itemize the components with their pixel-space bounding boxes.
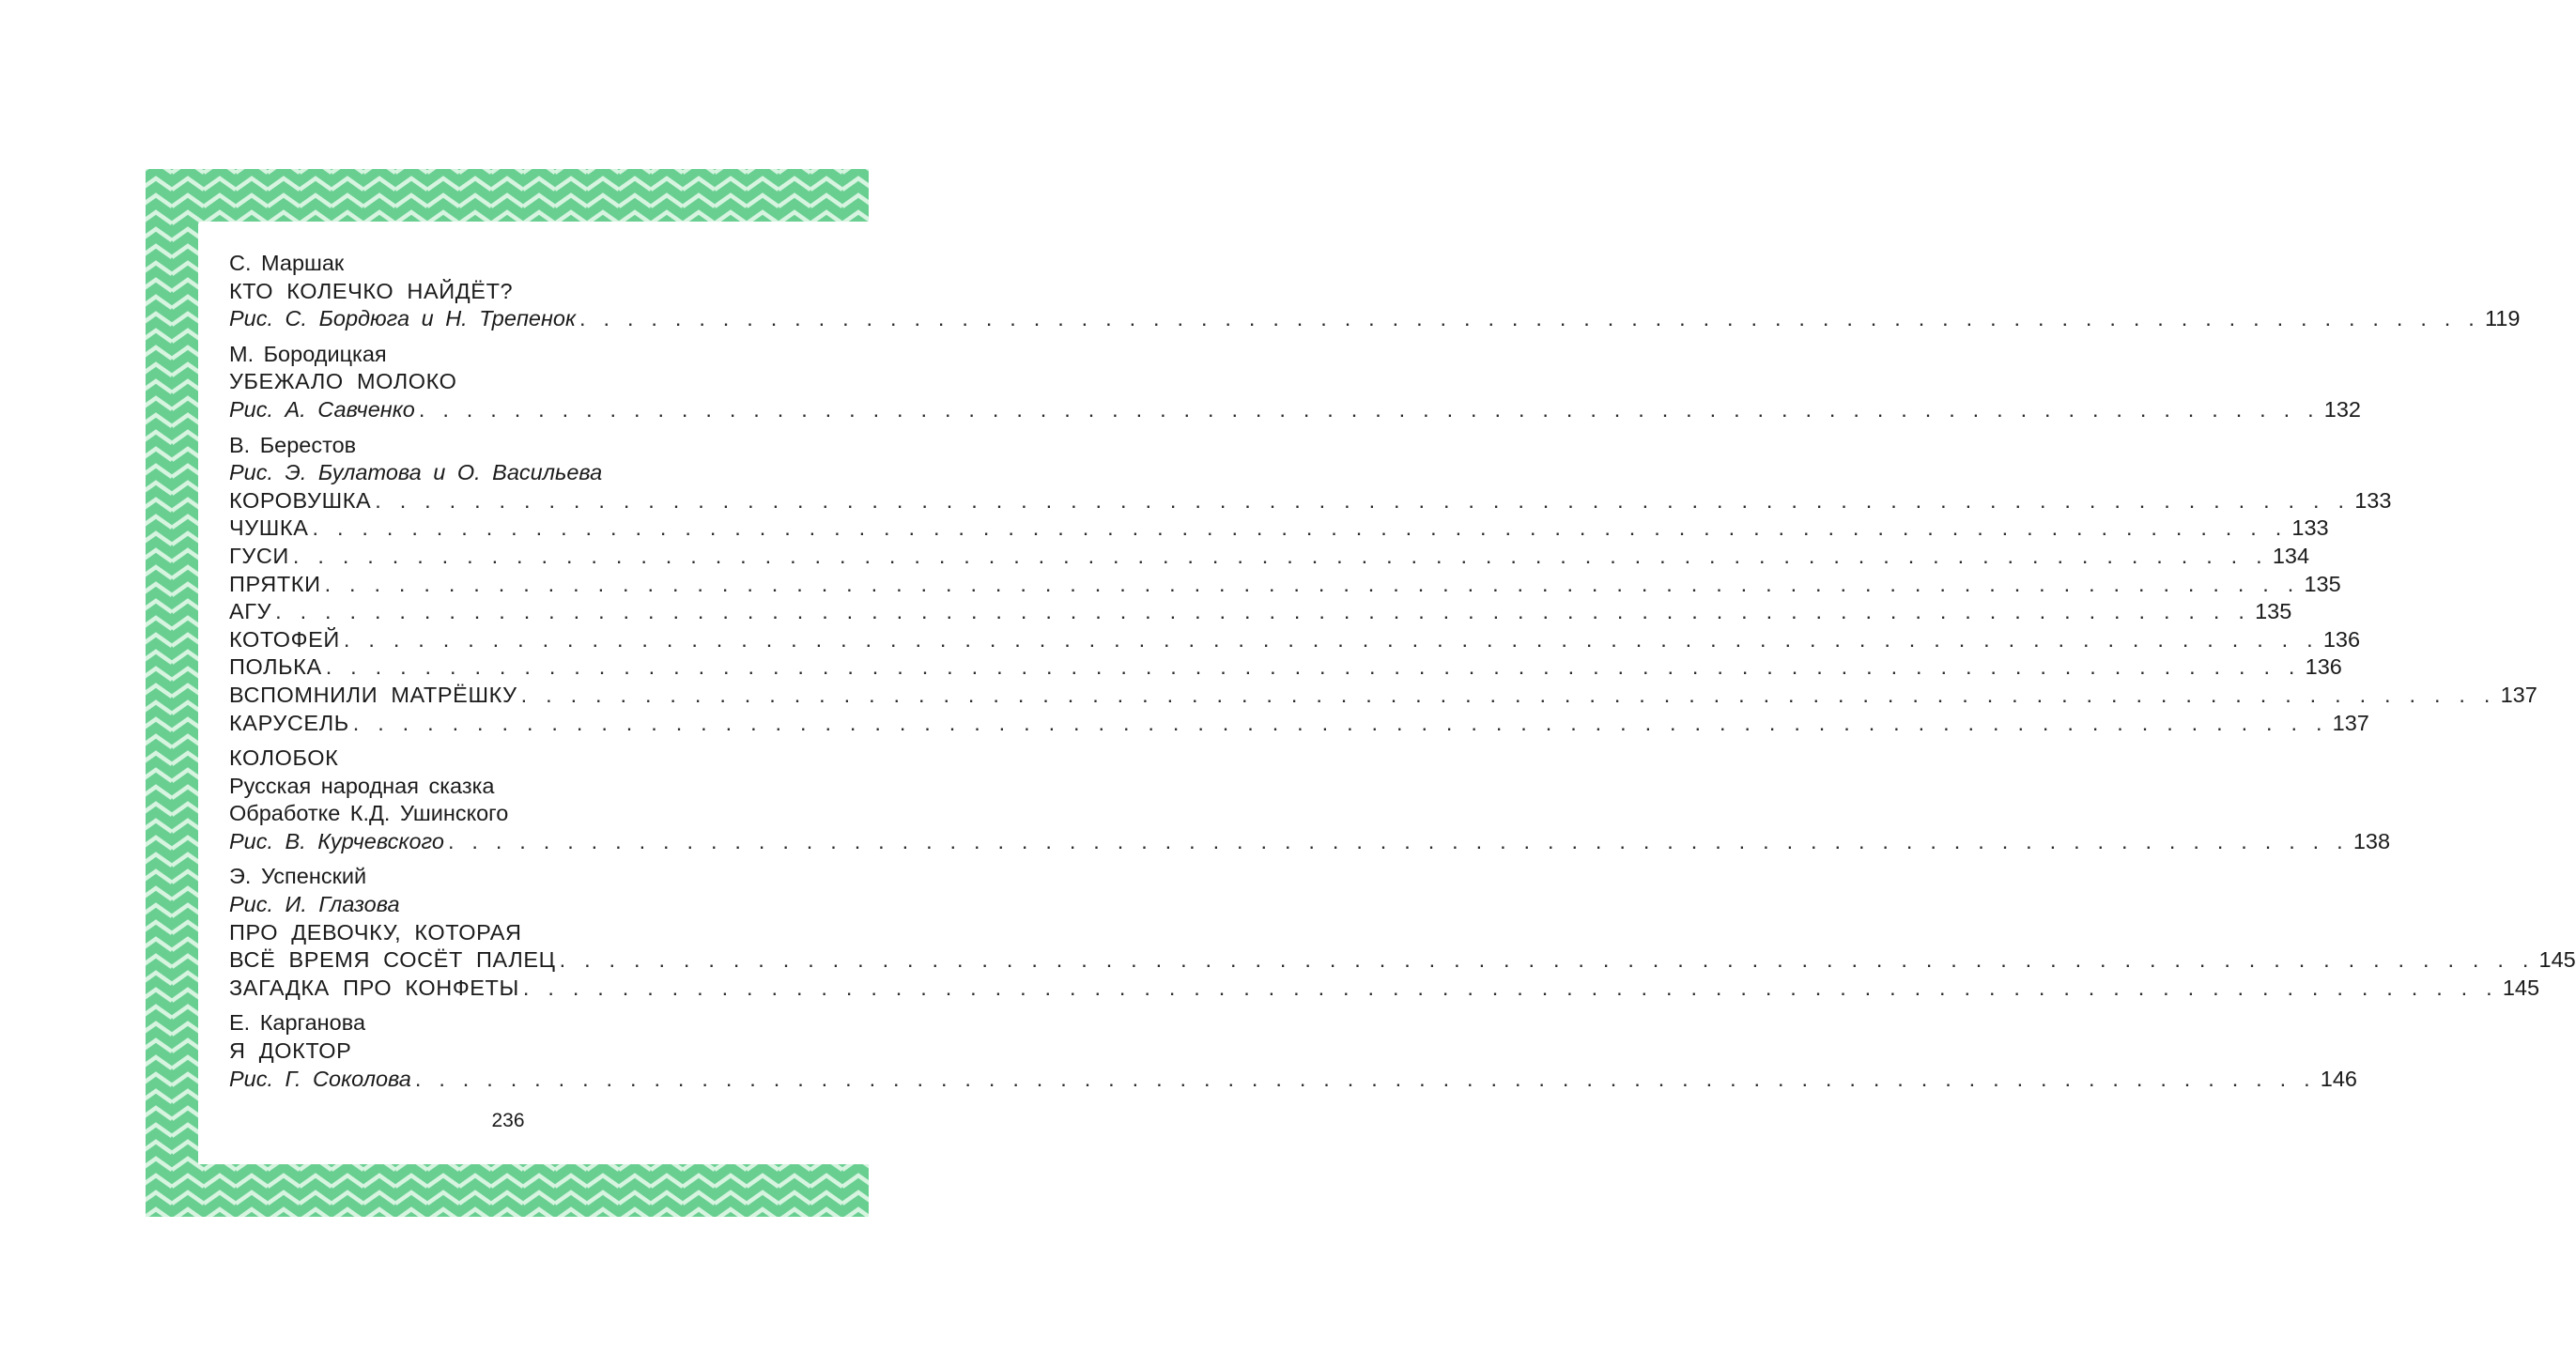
page-ref: 145: [2538, 947, 2576, 973]
toc-row: [229, 571, 2341, 599]
page-ref: 146: [2320, 1066, 2358, 1091]
dot-leader: . . . . . . . . . . . . . . . . . . . . . . . . . . . . . . . . . . . . . . . . . . . . . . . . . . . . . . . . . . . . . . . . . . . . . . . . . . . . . . . .: [352, 710, 2325, 735]
story-subtitle: Русская народная сказка: [229, 773, 495, 798]
poem-title: КОРОВУШКА: [229, 487, 372, 513]
poem-title: ПРЯТКИ: [229, 571, 321, 596]
page-ref: 132: [2323, 396, 2362, 422]
toc-row: [229, 653, 2342, 682]
dot-leader: . . . . . . . . . . . . . . . . . . . . . . . . . . . . . . . . . . . . . . . . . . . . . . . . . . . . . . . . . . . . . . . . . . . . . . . . . . . . . . . .: [447, 828, 2346, 853]
dot-leader: . . . . . . . . . . . . . . . . . . . . . . . . . . . . . . . . . . . . . . . . . . . . . . . . . . . . . . . . . . . . . . . . . . . . . . . . . . . . . . . .: [312, 515, 2285, 541]
story-title: ЗАГАДКА ПРО КОНФЕТЫ: [229, 975, 519, 1000]
page-ref: 136: [2305, 654, 2342, 680]
poem-title: ВСПОМНИЛИ МАТРЁШКУ: [229, 682, 517, 707]
illustrator-credit: Рис. Э. Булатова и О. Васильева: [229, 460, 603, 485]
story-title: УБЕЖАЛО МОЛОКО: [229, 369, 457, 394]
dot-leader: . . . . . . . . . . . . . . . . . . . . . . . . . . . . . . . . . . . . . . . . . . . . . . . . . . . . . . . . . . . . . . . . . . . . . . . . . . . . . . . .: [324, 571, 2297, 596]
poem-title: КАРУСЕЛЬ: [229, 710, 349, 735]
content-panel: [198, 222, 2576, 1164]
page-ref: 134: [2272, 543, 2310, 568]
dot-leader: . . . . . . . . . . . . . . . . . . . . . . . . . . . . . . . . . . . . . . . . . . . . . . . . . . . . . . . . . . . . . . . . . . . . . . . . . . . . . . . .: [520, 682, 2493, 707]
page-ref: 136: [2322, 626, 2361, 652]
dot-leader: . . . . . . . . . . . . . . . . . . . . . . . . . . . . . . . . . . . . . . . . . . . . . . . . . . . . . . . . . . . . . . . . . . . . . . . . . . . . . . . .: [418, 396, 2317, 422]
story-title: Я ДОКТОР: [229, 1038, 352, 1064]
toc-row: [229, 946, 2576, 975]
page-ref: 133: [2291, 515, 2329, 541]
page-ref: 135: [2304, 571, 2341, 596]
toc-row: [229, 305, 2521, 333]
page-ref: 119: [2484, 306, 2521, 331]
story-title: ВСЁ ВРЕМЯ СОСЁТ ПАЛЕЦ: [229, 947, 556, 973]
dot-leader: . . . . . . . . . . . . . . . . . . . . . . . . . . . . . . . . . . . . . . . . . . . . . . . . . . . . . . . . . . . . . . . . . . . . . . . . . . . . . . . .: [375, 487, 2348, 513]
author-name: В. Берестов: [229, 432, 357, 457]
story-title: КТО КОЛЕЧКО НАЙДЁТ?: [229, 278, 514, 303]
table-of-contents: [229, 250, 2576, 1093]
toc-row: [229, 975, 2540, 1003]
page-ref: 135: [2255, 599, 2292, 624]
dot-leader: . . . . . . . . . . . . . . . . . . . . . . . . . . . . . . . . . . . . . . . . . . . . . . . . . . . . . . . . . . . . . . . . . . . . . . . . . . . . . . . .: [522, 975, 2495, 1000]
toc-row: [229, 682, 2537, 710]
author-name: Э. Успенский: [229, 864, 367, 889]
toc-row: [229, 710, 2369, 738]
toc-row: [229, 487, 2392, 515]
dot-leader: . . . . . . . . . . . . . . . . . . . . . . . . . . . . . . . . . . . . . . . . . . . . . . . . . . . . . . . . . . . . . . . . . . . . . . . . . . . . . . . .: [292, 543, 2265, 568]
toc-row: [229, 396, 2362, 424]
dot-leader: . . . . . . . . . . . . . . . . . . . . . . . . . . . . . . . . . . . . . . . . . . . . . . . . . . . . . . . . . . . . . . . . . . . . . . . . . . . . . . . .: [414, 1066, 2313, 1091]
poem-title: АГУ: [229, 599, 272, 624]
toc-row: [229, 543, 2310, 571]
author-name: С. Маршак: [229, 251, 345, 275]
illustrator-credit: Рис. С. Бордюга и Н. Трепенок: [229, 306, 577, 331]
poem-title: ПОЛЬКА: [229, 654, 322, 680]
dot-leader: . . . . . . . . . . . . . . . . . . . . . . . . . . . . . . . . . . . . . . . . . . . . . . . . . . . . . . . . . . . . . . . . . . . . . . . . . . . . . . . .: [325, 654, 2298, 680]
toc-row: [229, 626, 2361, 654]
page-ref: 137: [2500, 682, 2537, 707]
dot-leader: . . . . . . . . . . . . . . . . . . . . . . . . . . . . . . . . . . . . . . . . . . . . . . . . . . . . . . . . . . . . . . . . . . . . . . . . . . . . . . . .: [579, 306, 2477, 331]
toc-row: [229, 828, 2391, 856]
page-number: 236: [491, 1110, 525, 1131]
page-ref: 138: [2352, 828, 2391, 853]
page-frame: [146, 169, 2576, 1217]
page-ref: 137: [2332, 710, 2369, 735]
story-title: КОЛОБОК: [229, 745, 339, 771]
dot-leader: . . . . . . . . . . . . . . . . . . . . . . . . . . . . . . . . . . . . . . . . . . . . . . . . . . . . . . . . . . . . . . . . . . . . . . . . . . . . . . . .: [559, 947, 2532, 973]
page-ref: 145: [2502, 975, 2540, 1000]
illustrator-credit: Рис. И. Глазова: [229, 892, 400, 917]
illustrator-credit: Рис. Г. Соколова: [229, 1066, 411, 1091]
story-title: ПРО ДЕВОЧКУ, КОТОРАЯ: [229, 919, 522, 945]
toc-row: [229, 598, 2292, 626]
toc-row: [229, 515, 2329, 543]
author-name: М. Бородицкая: [229, 341, 387, 366]
dot-leader: . . . . . . . . . . . . . . . . . . . . . . . . . . . . . . . . . . . . . . . . . . . . . . . . . . . . . . . . . . . . . . . . . . . . . . . . . . . . . . . .: [343, 626, 2316, 652]
illustrator-credit: Рис. В. Курчевского: [229, 828, 444, 853]
page-ref: 133: [2354, 487, 2392, 513]
toc-row: [229, 1066, 2358, 1094]
poem-title: ЧУШКА: [229, 515, 309, 541]
poem-title: КОТОФЕЙ: [229, 626, 340, 652]
story-subtitle: Обработке К.Д. Ушинского: [229, 801, 509, 826]
dot-leader: . . . . . . . . . . . . . . . . . . . . . . . . . . . . . . . . . . . . . . . . . . . . . . . . . . . . . . . . . . . . . . . . . . . . . . . . . . . . . . . .: [275, 599, 2248, 624]
illustrator-credit: Рис. А. Савченко: [229, 396, 415, 422]
poem-title: ГУСИ: [229, 543, 289, 568]
author-name: Е. Карганова: [229, 1010, 366, 1036]
